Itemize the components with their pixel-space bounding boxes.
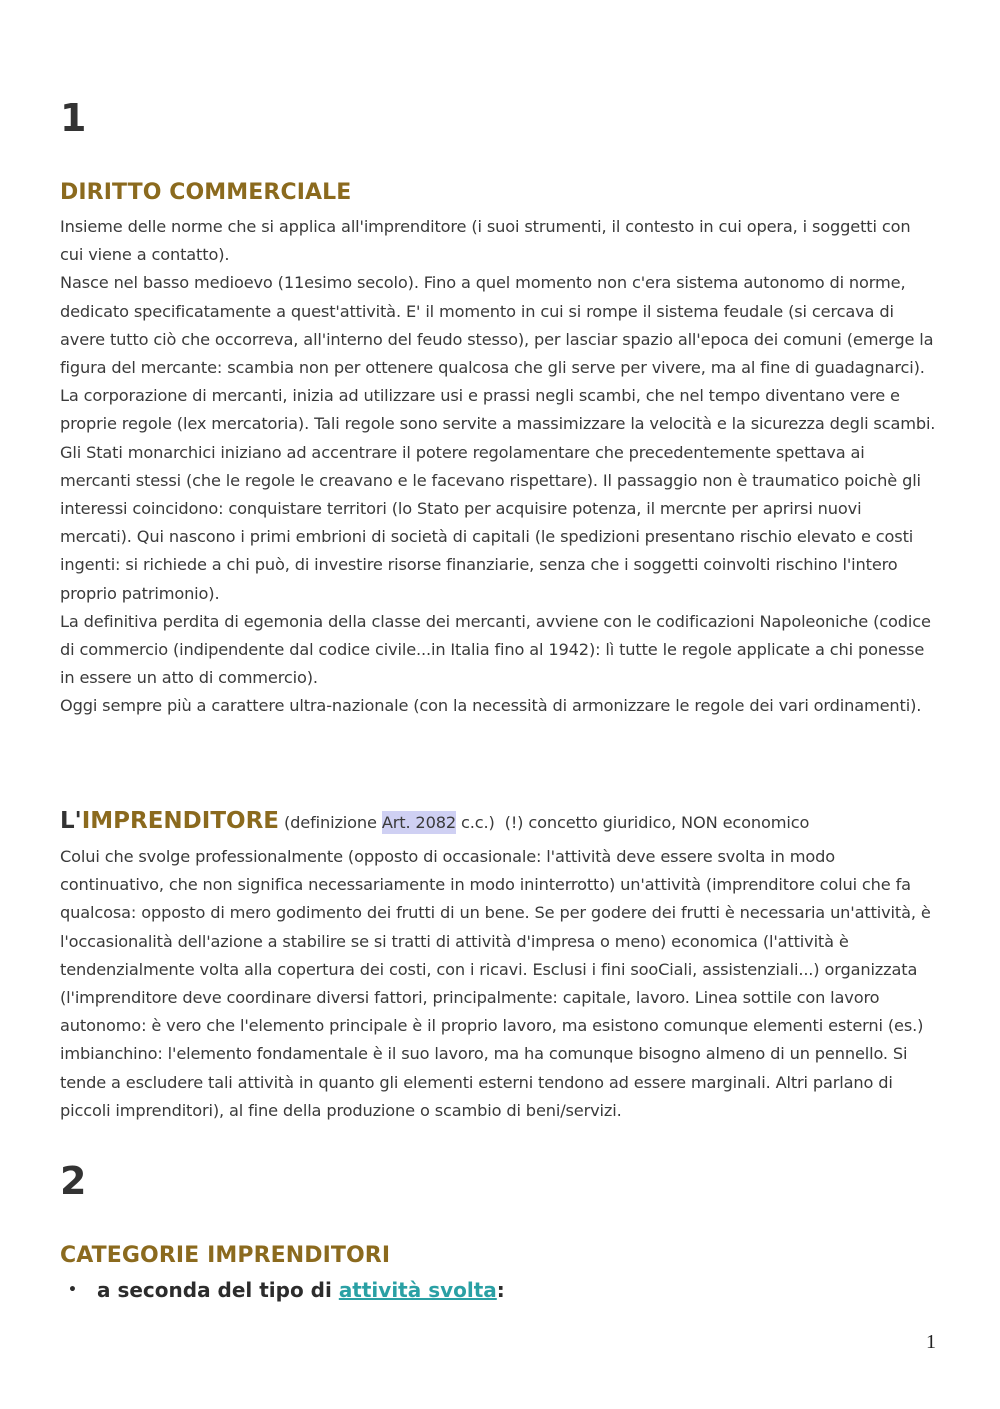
imprenditore-prefix: L' [60, 808, 82, 834]
section1-body [60, 213, 938, 721]
list-item-text [97, 1278, 505, 1302]
definition-open: (definizione [279, 813, 382, 832]
paragraph: Oggi sempre più a carattere ultra-nazionale (con la necessità di armonizzare le regole dei vari ordinamenti). [60, 696, 922, 716]
heading-diritto-commerciale: DIRITTO COMMERCIALE [60, 180, 352, 205]
paragraph: Gli Stati monarchici iniziano ad accentrare il potere regolamentare che precedentemente spettava ai mercanti stessi (che le regole le creavano e le facevano rispettare). Il passaggio non è traumatico poichè gli interessi coincidono: conquistare territori (lo Stato per acquisire potenza, il mercnte per aprirsi nuovi mercati). Qui nascono i primi embrioni di società di capitali (le spedizioni presentano rischio elevato e costi ingenti: si richiede a chi può, di investire risorse finanziarie, senza che i soggetti coinvolti rischino l'intero proprio patrimonio). [60, 442, 921, 603]
section-number-1: 1 [60, 96, 87, 140]
imprenditore-body [60, 843, 938, 1125]
heading-categorie-imprenditori: CATEGORIE IMPRENDITORI [60, 1243, 391, 1268]
list-item-prefix: a seconda del tipo di [97, 1278, 339, 1302]
article-reference-highlight[interactable]: Art. 2082 [381, 813, 457, 832]
imprenditore-word: IMPRENDITORE [81, 808, 279, 834]
definition-close: c.c.) (!) concetto giuridico, NON economico [456, 813, 810, 832]
bullet-icon: • [68, 1282, 77, 1298]
list-item-suffix: : [496, 1278, 505, 1302]
paragraph: Colui che svolge professionalmente (opposto di occasionale: l'attività deve essere svolta in modo continuativo, che non significa necessariamente in modo ininterrotto) un'attività (imprenditore colui che fa qualcosa: opposto di mero godimento dei frutti di un bene. Se per godere dei frutti è necessaria un'attività, è l'occasionalità dell'azione a stabilire se si tratti di attività d'impresa o meno) economica (l'attività è tendenzialmente volta alla copertura dei costi, con i ricavi. Esclusi i fini sooCiali, assistenziali...) organizzata (l'imprenditore deve coordinare diversi fattori, principalmente: capitale, lavoro. Linea sottile con lavoro autonomo: è vero che l'elemento principale è il proprio lavoro, ma esistono comunque elementi esterni (es.) imbianchino: l'elemento fondamentale è il suo lavoro, ma ha comunque bisogno almeno di un pennello. Si tende a escludere tali attività in quanto gli elementi esterni tendono ad essere marginali. Altri parlano di piccoli imprenditori), al fine della produzione o scambio di beni/servizi. [60, 847, 931, 1120]
paragraph: La definitiva perdita di egemonia della classe dei mercanti, avviene con le codificazioni Napoleoniche (codice di commercio (indipendente dal codice civile...in Italia fino al 1942): lì tutte le regole applicate a chi ponesse in essere un atto di commercio). [60, 611, 931, 688]
section-number-2: 2 [60, 1159, 87, 1203]
page-number: 1 [926, 1331, 936, 1353]
attivita-svolta-link[interactable]: attività svolta [338, 1278, 497, 1302]
paragraph: Insieme delle norme che si applica all'imprenditore (i suoi strumenti, il contesto in cui opera, i soggetti con cui viene a contatto). [60, 217, 911, 265]
paragraph: Nasce nel basso medioevo (11esimo secolo). Fino a quel momento non c'era sistema autonomo di norme, dedicato specificatamente a quest'attività. E' il momento in cui si rompe il sistema feudale (si cercava di avere tutto ciò che occorreva, all'interno del feudo stesso), per lasciar spazio all'epoca dei comuni (emerge la figura del mercante: scambia non per ottenere qualcosa che gli serve per vivere, ma al fine di guadagnarci). La corporazione di mercanti, inizia ad utilizzare usi e prassi negli scambi, che nel tempo diventano vere e proprie regole (lex mercatoria). Tali regole sono servite a massimizzare la velocità e la sicurezza degli scambi. [60, 273, 936, 434]
imprenditore-heading-line [60, 808, 809, 834]
